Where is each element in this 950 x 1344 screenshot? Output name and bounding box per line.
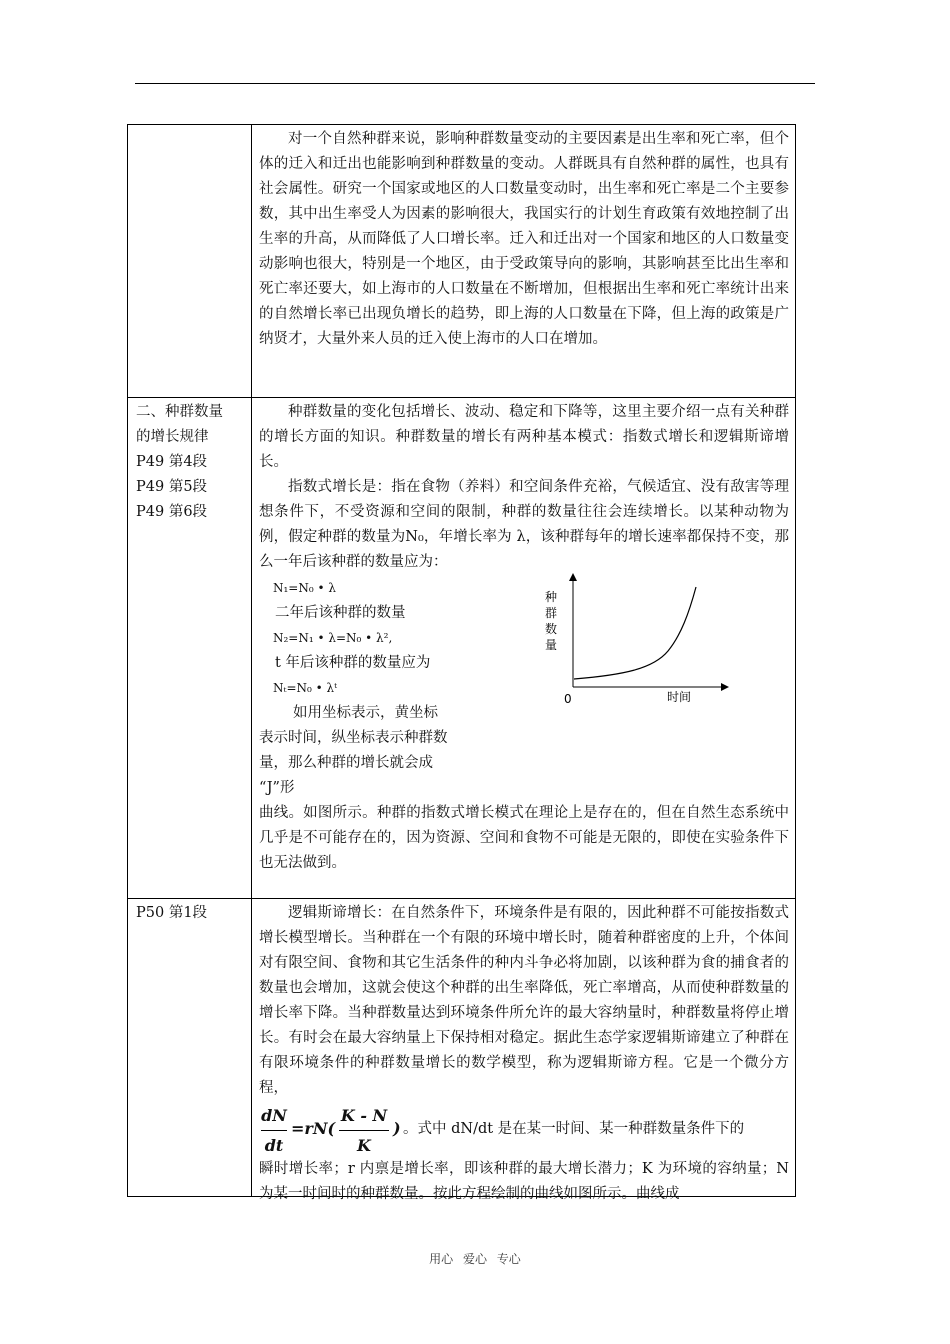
coordinate-text-3: 量，那么种群的增长就会成 <box>259 755 433 771</box>
coordinate-text-block <box>259 701 479 801</box>
row2-text-cell-cont <box>259 801 789 876</box>
fraction-k-n <box>339 1103 389 1158</box>
eq-numerator: K - N <box>340 1106 388 1125</box>
eq-explanation: 。式中 dN/dt 是在某一时间、某一种群数量条件下的 <box>403 1121 745 1137</box>
text-two-years: 二年后该种群的数量 <box>275 605 406 621</box>
logistic-equation-row <box>259 1101 789 1157</box>
row2-paragraph-2: 指数式增长是：指在食物（养料）和空间条件充裕，气候适宜、没有敌害等理想条件下，不受资源和空间的限制，种群的数量往往会连续增长。以某种动物为例，假定种群的数量为N₀，年增长率为 λ，该种群每年的增长速率都保持不变，那么一年后该种群的数量应为： <box>259 479 789 570</box>
text-t-years: t 年后该种群的数量应为 <box>275 655 431 671</box>
j-curve-chart <box>533 573 733 713</box>
row2-text-cell <box>259 400 789 575</box>
row2-left-cell <box>136 400 246 525</box>
row2-paragraph-1: 种群数量的变化包括增长、波动、稳定和下降等，这里主要介绍一点有关种群的增长方面的知识。种群数量的增长有两种基本模式：指数式增长和逻辑斯谛增长。 <box>259 404 789 470</box>
origin-label: 0 <box>564 692 572 706</box>
y-axis-label-char: 群 <box>545 606 558 620</box>
content-table <box>127 124 796 1202</box>
fraction-dn-dt <box>261 1103 287 1158</box>
exponential-formula-block <box>273 576 503 701</box>
row3-paragraph-2: 瞬时增长率；r 内禀是增长率，即该种群的最大增长潜力；K 为环境的容纳量；N 为某一时间时的种群数量。按此方程绘制的曲线如图所示。曲线成 <box>259 1161 789 1202</box>
y-axis-label-char: 数 <box>545 622 558 636</box>
formula-nt: Nₜ=N₀ • λᵗ <box>273 681 338 695</box>
eq-numerator: dN <box>261 1106 287 1125</box>
formula-n2: N₂=N₁ • λ=N₀ • λ², <box>273 631 393 645</box>
header-rule <box>135 83 815 84</box>
eq-middle: =rN( <box>291 1119 336 1138</box>
page-ref: P49 第6段 <box>136 504 208 520</box>
page-footer: 用心 爱心 专心 <box>429 1252 521 1266</box>
section-heading-line1: 二、种群数量 <box>136 404 223 420</box>
page-ref: P50 第1段 <box>136 905 208 921</box>
formula-n1: N₁=N₀ • λ <box>273 581 336 595</box>
eq-denominator: dt <box>264 1136 284 1155</box>
row3-left-cell <box>136 901 246 926</box>
row3-paragraph-1: 逻辑斯谛增长：在自然条件下，环境条件是有限的，因此种群不可能按指数式增长模型增长。当种群在一个有限的环境中增长时，随着种群密度的上升，个体间对有限空间、食物和其它生活条件的种内斗争必将加剧，以该种群为食的捕食者的数量也会增加，这就会使这个种群的出生率降低，死亡率增高，从而使种群数量的增长率下降。当种群数量达到环境条件所允许的最大容纳量时，种群数量将停止增长。有时会在最大容纳量上下保持相对稳定。据此生态学家逻辑斯谛建立了种群在有限环境条件的种群数量增长的数学模型，称为逻辑斯谛方程。它是一个微分方程， <box>259 905 789 1096</box>
fraction-bar <box>261 1130 287 1131</box>
x-axis-label: 时间 <box>667 690 692 704</box>
section-heading-line2: 的增长规律 <box>136 429 209 445</box>
coordinate-text-4: “J”形 <box>259 780 295 796</box>
row1-paragraph: 对一个自然种群来说，影响种群数量变动的主要因素是出生率和死亡率，但个体的迁入和迁出也能影响到种群数量的变动。人群既具有自然种群的属性，也具有社会属性。研究一个国家或地区的人口数量变动时，出生率和死亡率是二个主要参数，其中出生率受人为因素的影响很大，我国实行的计划生育政策有效地控制了出生率的升高，从而降低了人口增长率。迁入和迁出对一个国家和地区的人口数量变动影响也很大，特别是一个地区，由于受政策导向的影响，其影响甚至比出生率和死亡率还要大，如上海市的人口数量在不断增加，但根据出生率和死亡率统计出来的自然增长率已出现负增长的趋势，即上海的人口数量在下降，但上海的政策是广纳贤才，大量外来人员的迁入使上海市的人口在增加。 <box>259 131 789 347</box>
column-divider <box>251 125 252 1196</box>
page-ref: P49 第5段 <box>136 479 208 495</box>
row3-text-cell <box>259 901 789 1207</box>
row-divider <box>128 397 795 398</box>
coordinate-text-2: 表示时间，纵坐标表示种群数 <box>259 730 448 746</box>
fraction-bar <box>339 1130 389 1131</box>
page-ref: P49 第4段 <box>136 454 208 470</box>
eq-denominator: K <box>357 1136 371 1155</box>
row1-text-cell <box>259 127 789 352</box>
row2-paragraph-3: 曲线。如图所示。种群的指数式增长模式在理论上是存在的，但在自然生态系统中几乎是不可能存在的，因为资源、空间和食物不可能是无限的，即使在实验条件下也无法做到。 <box>259 805 789 871</box>
row-divider <box>128 898 795 899</box>
j-curve-line <box>574 587 696 679</box>
coordinate-text-1: 如用坐标表示，黄坐标 <box>293 705 438 721</box>
y-axis-label-char: 种 <box>545 590 558 604</box>
y-axis-label-char: 量 <box>545 638 558 652</box>
eq-close: ) <box>393 1119 401 1138</box>
